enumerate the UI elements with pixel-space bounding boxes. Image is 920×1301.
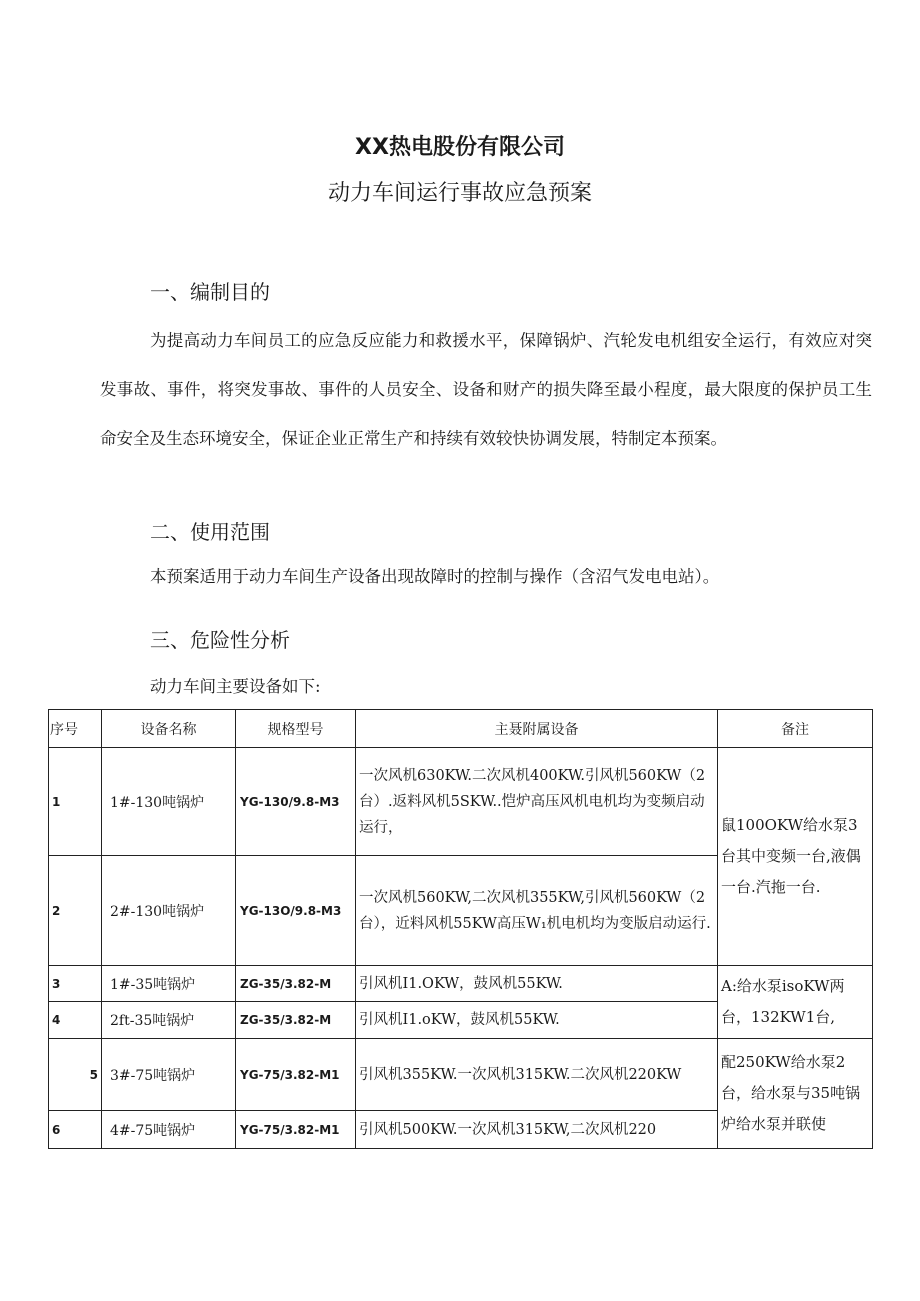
section-text-scope: 本预案适用于动力车间生产设备出现故障时的控制与操作（含沼气发电电站）。 <box>150 567 720 586</box>
row-aux: 引风机355KW.一次风机315KW.二次风机220KW <box>356 1039 718 1111</box>
section-text-hazard: 动力车间主要设备如下: <box>150 677 321 696</box>
table-row <box>49 1039 873 1111</box>
row-spec: YG-13O/9.8-M3 <box>236 856 356 966</box>
row-name: 3#-75吨锅炉 <box>102 1039 236 1111</box>
section-heading-purpose: 一、编制目的 <box>150 280 270 304</box>
row-no: 6 <box>49 1111 102 1149</box>
company-title: XX热电股份有限公司 <box>355 135 565 160</box>
row-no: 4 <box>49 1002 102 1039</box>
row-name: 2#-130吨锅炉 <box>102 856 236 966</box>
row-aux: 一次风机630KW.二次风机400KW.引风机560KW（2台）.返料风机5SKW..恺炉高压风机电机均为变频启动运行， <box>356 748 718 856</box>
header-aux: 主聂附属设备 <box>356 710 718 748</box>
header-no: 序号 <box>49 710 102 748</box>
row-aux: 一次风机560KW,二次风机355KW,引风机560KW（2台），近料风机55KW高压W₁机电机均为变版启动运行. <box>356 856 718 966</box>
equipment-table <box>48 709 873 1149</box>
row-no: 2 <box>49 856 102 966</box>
row-spec: YG-75/3.82-M1 <box>236 1039 356 1111</box>
row-aux: 引风机I1.OKW，鼓风机55KW. <box>356 966 718 1002</box>
document-title: 动力车间运行事故应急预案 <box>327 181 592 206</box>
table-header-row <box>49 710 873 748</box>
section-text-purpose: 为提高动力车间员工的应急反应能力和救援水平，保障锅炉、汽轮发电机组安全运行，有效应对突发事故、事件，将突发事故、事件的人员安全、设备和财产的损失降至最小程度，最大限度的保护员工生命安全及生态环境安全，保证企业正常生产和持续有效较快协调发展，特制定本预案。 <box>100 331 872 448</box>
row-spec: ZG-35/3.82-M <box>236 1002 356 1039</box>
row-spec: YG-130/9.8-M3 <box>236 748 356 856</box>
row-spec: ZG-35/3.82-M <box>236 966 356 1002</box>
table-row <box>49 748 873 856</box>
header-spec: 规格型号 <box>236 710 356 748</box>
row-name: 1#-35吨锅炉 <box>102 966 236 1002</box>
row-no: 3 <box>49 966 102 1002</box>
row-name: 1#-130吨锅炉 <box>102 748 236 856</box>
row-aux: 引风机I1.oKW，鼓风机55KW. <box>356 1002 718 1039</box>
section-heading-scope: 二、使用范围 <box>150 520 270 544</box>
row-note: 鼠100OKW给水泵3台其中变频一台,液偶一台.汽拖一台. <box>718 748 873 966</box>
header-name: 设备名称 <box>102 710 236 748</box>
section-heading-hazard: 三、危险性分析 <box>150 628 290 652</box>
table-row <box>49 966 873 1002</box>
row-name: 4#-75吨锅炉 <box>102 1111 236 1149</box>
header-note: 备注 <box>718 710 873 748</box>
row-no: 1 <box>49 748 102 856</box>
row-aux: 引风机500KW.一次风机315KW,二次风机220 <box>356 1111 718 1149</box>
row-spec: YG-75/3.82-M1 <box>236 1111 356 1149</box>
row-name: 2ft-35吨锅炉 <box>102 1002 236 1039</box>
row-note: A:给水泵isoKW两台，132KW1台, <box>718 966 873 1039</box>
row-no: 5 <box>49 1039 102 1111</box>
row-note: 配250KW给水泵2台，给水泵与35吨锅炉给水泵并联使 <box>718 1039 873 1149</box>
